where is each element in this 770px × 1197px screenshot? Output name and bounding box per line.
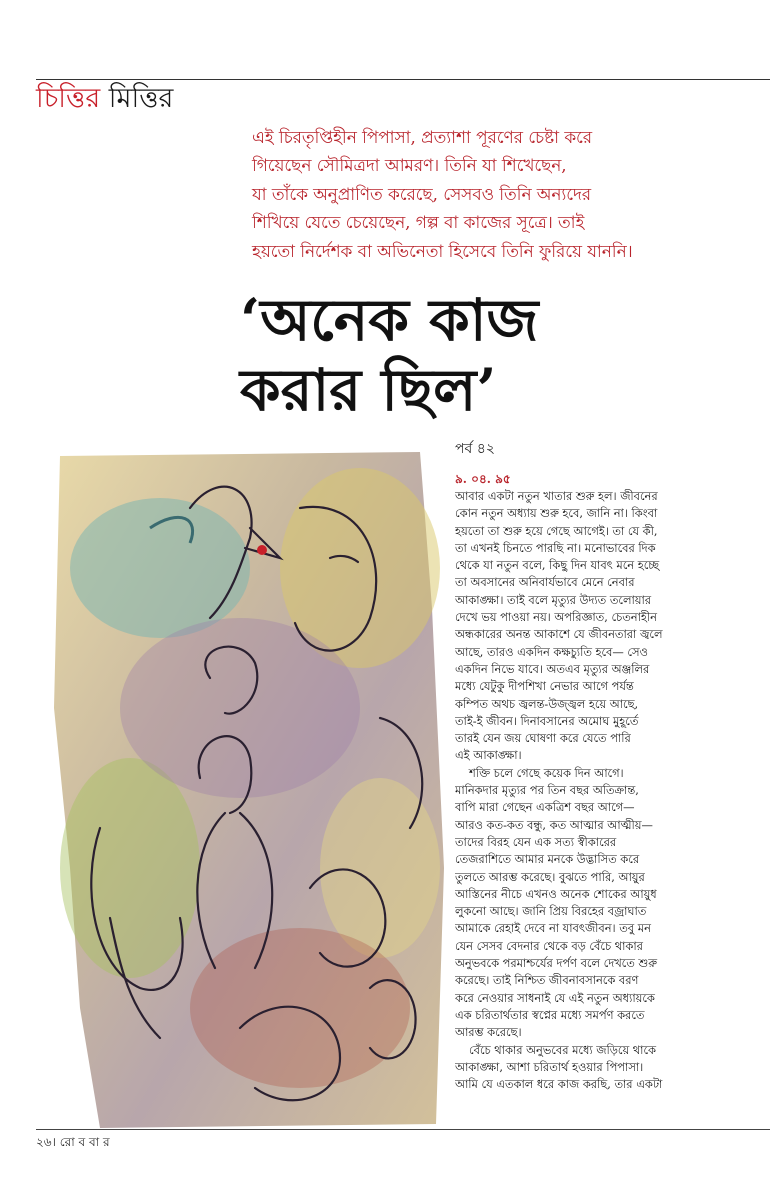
article-line: থেকে যা নতুন বলে, কিছু দিন যাবৎ মনে হচ্ছে [455, 558, 660, 573]
article-line: আছে, তারও একদিন কক্ষচ্যুতি হবে— সেও [455, 644, 648, 659]
article-line: আরম্ভ করেছে। [455, 1025, 522, 1040]
artwork-painting [40, 448, 450, 1130]
article-line: যেন সেসব বেদনার থেকে বড় বেঁচে থাকার [455, 938, 643, 953]
wash-violet [120, 618, 360, 798]
article-line: করে নেওয়ার সাধনাই যে এই নতুন অধ্যায়কে [455, 990, 655, 1005]
article-line: অনুভবকে পরমাশ্চর্যের দর্পণ বলে দেখতে শুরু [455, 956, 657, 971]
article-line: হয়তো তা শুরু হয়ে গেছে আগেই। তা যে কী, [455, 523, 658, 538]
article-line: করেছে। তাই নিশ্চিত জীবনাবসানকে বরণ [455, 973, 639, 988]
section-label [36, 83, 173, 115]
article-line: তাই-ই জীবন। দিনাবসানের অমোঘ মুহূর্তে [455, 713, 639, 728]
article-line: আস্তিনের নীচে এখনও অনেক শোকের আয়ুধ [455, 886, 657, 901]
article-line: শক্তি চলে গেছে কয়েক দিন আগে। [469, 765, 624, 780]
headline [240, 285, 760, 425]
red-eye-dot [257, 545, 267, 555]
page-number: ২৬ [36, 1135, 52, 1149]
article-line: তাদের বিরহ যেন এক সত্য স্বীকারের [455, 834, 617, 849]
section-label-red: চিত্তির [36, 83, 101, 114]
article-line: বাপি মারা গেছেন একত্রিশ বছর আগে— [455, 800, 635, 815]
article-line: দেখে ভয় পাওয়া নয়। অপরিজ্ঞাত, চেতনাহীন [455, 610, 657, 625]
footer-separator: । [51, 1135, 56, 1149]
article-line: তা এখনই চিনতে পারছি না। মনোভাবের দিক [455, 540, 656, 555]
bottom-rule [36, 1129, 770, 1130]
article-line: আকাঙ্ক্ষা। তাই বলে মৃত্যুর উদ্যত তলোয়ার [455, 592, 652, 607]
article-line: আবার একটা নতুন খাতার শুরু হল। জীবনের [455, 489, 658, 503]
page-footer [36, 1134, 110, 1154]
article-line: আমি যে এতকাল ধরে কাজ করছি, তার একটা [455, 1077, 663, 1092]
article-line: কোন নতুন অধ্যায় শুরু হবে, জানি না। কিংবা [455, 506, 658, 521]
wash-green [60, 758, 200, 978]
article-line: আকাঙ্ক্ষা, আশা চরিতার্থ হওয়ার পিপাসা। [455, 1059, 644, 1074]
article-line: তা অবসানের অনিবার্যভাবে মেনে নেবার [455, 575, 635, 590]
article-line: আমাকে রেহাই দেবে না যাবৎজীবন। তবু মন [455, 921, 651, 936]
pull-quote-line: যা তাঁকে অনুপ্রাণিত করেছে, সেসবও তিনি অন্যদের [252, 183, 592, 204]
article-line: বেঁচে থাকার অনুভবের মধ্যে জড়িয়ে থাকে [469, 1042, 657, 1057]
pull-quote-line: শিখিয়ে যেতে চেয়েছেন, গল্প বা কাজের সূত্রে। তাই [252, 212, 585, 233]
article-line: লুকনো আছে। জানি প্রিয় বিরহের বজ্রাঘাত [455, 904, 647, 919]
article-line: একদিন নিভে যাবে। অতএব মৃত্যুর অঞ্জলির [455, 661, 650, 676]
article-line: অন্ধকারের অনন্ত আকাশে যে জীবনতারা জ্বলে [455, 627, 663, 642]
pull-quote-line: এই চিরতৃপ্তিহীন পিপাসা, প্রত্যাশা পূরণের চেষ্টা করে [252, 127, 593, 147]
top-rule [36, 79, 770, 80]
headline-line-1: ‘অনেক কাজ [240, 286, 539, 354]
article-line: এক চরিতার্থতার স্বপ্নের মধ্যে সমর্পণ করতে [455, 1007, 645, 1022]
section-label-black: মিত্তির [108, 83, 174, 114]
article-line: মানিকদার মৃত্যুর পর তিন বছর অতিক্রান্ত, [455, 783, 639, 798]
pull-quote-line: হয়তো নির্দেশক বা অভিনেতা হিসেবে তিনি ফুরিয়ে যাননি। [252, 240, 633, 261]
pull-quote [252, 123, 762, 265]
wash-teal [70, 498, 250, 638]
article-body [455, 470, 755, 1093]
article-line: আরও কত-কত বন্ধু, কত আত্মার আত্মীয়— [455, 817, 653, 832]
pull-quote-line: গিয়েছেন সৌমিত্রদা আমরণ। তিনি যা শিখেছেন, [252, 155, 567, 176]
article-line: তেজরাশিতে আমার মনকে উদ্ভাসিত করে [455, 852, 640, 867]
article-line: তারই যেন জয় ঘোষণা করে যেতে পারি [455, 731, 631, 746]
headline-line-2: করার ছিল’ [240, 356, 497, 424]
magazine-name: রো ব বা র [59, 1135, 110, 1149]
article-date: ৯. ০৪. ৯৫ [455, 472, 511, 486]
article-line: মধ্যে যেটুকু দীপশিখা নেভার আগে পর্যন্ত [455, 679, 634, 694]
article-line: কম্পিত অথচ জ্বলন্ত-উজ্জ্বল হয়ে আছে, [455, 696, 639, 711]
article-line: তুলতে আরম্ভ করেছে। বুঝতে পারি, আয়ুর [455, 869, 645, 884]
episode-label: পর্ব ৪২ [455, 441, 495, 457]
article-line: এই আকাঙ্ক্ষা। [455, 748, 522, 763]
wash-yellow-2 [320, 778, 440, 958]
